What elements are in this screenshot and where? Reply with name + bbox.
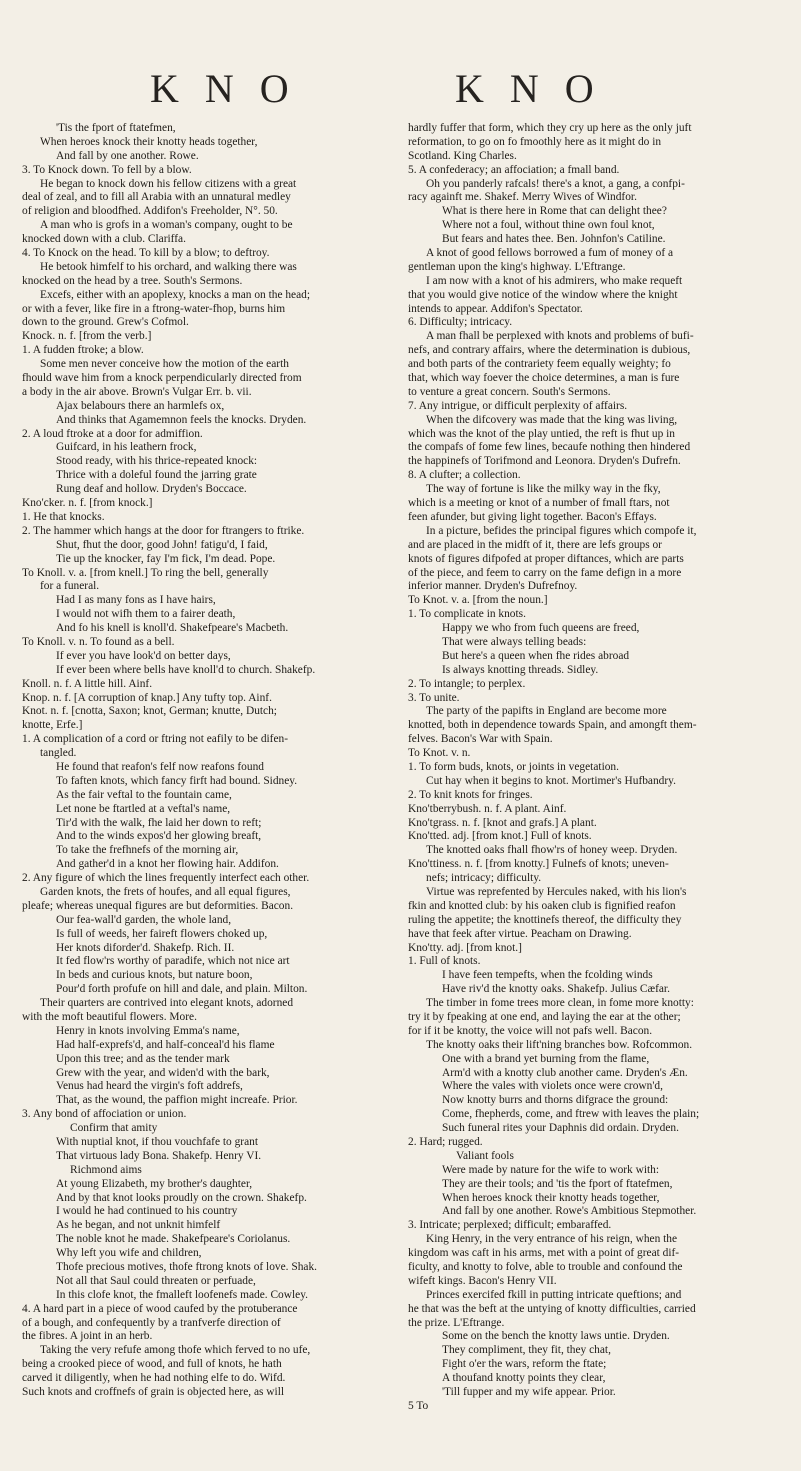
text-line: The knotty oaks their lift'ning branches bow. Rofcommon. (426, 1038, 693, 1051)
text-line: And gather'd in a knot her flowing hair. Addifon. (56, 858, 279, 871)
text-line: or with a fever, like fire in a ftrong-water-fhop, burns him (22, 302, 286, 315)
text-line: When heroes knock their knotty heads together, (442, 1191, 660, 1204)
text-line: Kno'ttiness. n. f. [from knotty.] Fulnefs of knots; uneven- (408, 858, 669, 871)
text-line: the compafs of fome few lines, becaufe nothing then hindered (408, 441, 691, 454)
text-line: Let none be ftartled at a veftal's name, (56, 802, 231, 815)
text-line: A thoufand knotty points they clear, (442, 1372, 606, 1385)
text-line: If ever you have look'd on better days, (56, 649, 231, 662)
text-line: Knop. n. f. [A corruption of knap.] Any tufty top. Ainf. (22, 691, 272, 704)
text-line: And fo his knell is knoll'd. Shakefpeare's Macbeth. (56, 622, 289, 635)
text-line: tangled. (40, 747, 77, 760)
text-line: fhould wave him from a knock perpendicularly directed from (22, 372, 302, 385)
text-line: Some men never conceive how the motion of the earth (40, 358, 289, 371)
text-line: Taking the very refufe among thofe which ferved to no ufe, (40, 1344, 311, 1357)
text-line: They are their tools; and 'tis the fport of ftatefmen, (442, 1177, 673, 1190)
text-line: The knotted oaks fhall fhow'rs of honey weep. Dryden. (426, 844, 678, 857)
text-line: A man who is grofs in a woman's company, ought to be (40, 219, 293, 232)
text-line: racy againft me. Shakef. Merry Wives of Windfor. (408, 191, 637, 204)
text-line: Ajax belabours there an harmlefs ox, (56, 399, 225, 412)
text-line: To Knot. v. a. [from the noun.] (408, 594, 548, 607)
text-line: And thinks that Agamemnon feels the knocks. Dryden. (56, 413, 307, 426)
text-line: Such knots and croffnefs of grain is objected here, as will (22, 1386, 285, 1399)
text-line: Now knotty burrs and thorns difgrace the ground: (442, 1094, 669, 1107)
text-line: Had half-exprefs'd, and half-conceal'd his flame (56, 1038, 275, 1051)
text-line: 1. He that knocks. (22, 510, 105, 523)
text-line: Kno'tgrass. n. f. [knot and grafs.] A plant. (408, 816, 597, 829)
text-line: for if it be knotty, the voice will not pafs well. Bacon. (408, 1024, 653, 1037)
text-line: Tir'd with the walk, fhe laid her down to reft; (56, 816, 262, 829)
text-line: 3. To unite. (408, 691, 460, 704)
text-line: Where the vales with violets once were crown'd, (442, 1080, 663, 1093)
text-line: Have riv'd the knotty oaks. Shakefp. Julius Cæfar. (442, 983, 670, 996)
text-line: He betook himfelf to his orchard, and walking there was (40, 260, 297, 273)
text-line: Her knots diforder'd. Shakefp. Rich. II. (56, 941, 235, 954)
text-line: 2. Any figure of which the lines frequently interfect each other. (22, 872, 310, 885)
text-line: Arm'd with a knotty club another came. Dryden's Æn. (442, 1066, 688, 1079)
text-line: I am now with a knot of his admirers, who make requeft (426, 274, 683, 287)
text-line: of the piece, and feem to carry on the fame defign in a more (408, 566, 682, 579)
text-line: Rung deaf and hollow. Dryden's Boccace. (56, 483, 247, 496)
text-line: 1. To form buds, knots, or joints in vegetation. (408, 760, 619, 773)
text-line: Shut, fhut the door, good John! fatigu'd, I faid, (56, 538, 268, 551)
text-line: They compliment, they fit, they chat, (442, 1344, 611, 1357)
text-line: One with a brand yet burning from the flame, (442, 1052, 650, 1065)
text-line: 5 To (408, 1399, 429, 1412)
text-line: he that was the beft at the untying of knotty difficulties, carried (408, 1302, 696, 1315)
text-line: nefs; intricacy; difficulty. (426, 872, 542, 885)
text-line: felves. Bacon's War with Spain. (408, 733, 553, 746)
text-line: Upon this tree; and as the tender mark (56, 1052, 230, 1065)
text-line: Their quarters are contrived into elegant knots, adorned (40, 997, 294, 1010)
text-line: ficulty, and knotty to folve, able to trouble and confound the (408, 1261, 683, 1274)
text-line: Confirm that amity (70, 1122, 158, 1135)
text-line: 3. Any bond of affociation or union. (22, 1108, 187, 1121)
text-line: which was the knot of the play untied, the reft is fhut up in (408, 427, 675, 440)
text-line: try it by fpeaking at one end, and laying the ear at the other; (408, 1011, 681, 1023)
text-line: 5. A confederacy; an affociation; a fmall band. (408, 163, 620, 176)
text-line: Is always knotting threads. Sidley. (442, 663, 599, 676)
text-line: inferior manner. Dryden's Dufrefnoy. (408, 580, 578, 593)
text-line: 1. A complication of a cord or ftring not eafily to be difen- (22, 733, 289, 746)
text-line: Some on the bench the knotty laws untie. Dryden. (442, 1330, 670, 1343)
text-line: Grew with the year, and widen'd with the bark, (56, 1066, 270, 1079)
text-line: To Knot. v. n. (408, 747, 471, 760)
text-line: 2. To intangle; to perplex. (408, 677, 526, 690)
text-line: gentleman upon the king's highway. L'Eftrange. (408, 260, 626, 273)
text-line: 2. Hard; rugged. (408, 1136, 483, 1149)
text-line: Richmond aims (70, 1163, 142, 1176)
running-header-right: K N O (455, 66, 602, 111)
text-line: At young Elizabeth, my brother's daughter, (56, 1177, 253, 1190)
text-line: being a crooked piece of wood, and full of knots, he hath (22, 1358, 282, 1371)
text-line: Is full of weeds, her faireft flowers choked up, (56, 927, 268, 940)
text-line: And fall by one another. Rowe. (56, 149, 199, 162)
text-line: 7. Any intrigue, or difficult perplexity of affairs. (408, 399, 628, 412)
text-line: To Knoll. v. a. [from knell.] To ring the bell, generally (22, 566, 269, 579)
text-line: Why left you wife and children, (56, 1247, 202, 1260)
text-line: The timber in fome trees more clean, in fome more knotty: (426, 997, 694, 1010)
text-line: Thofe precious motives, thofe ftrong knots of love. Shak. (56, 1261, 317, 1274)
left-column (22, 122, 392, 1452)
text-line: 2. A loud ftroke at a door for admiffion. (22, 427, 203, 440)
text-line: It fed flow'rs worthy of paradife, which not nice art (56, 955, 290, 968)
text-line: Where not a foul, without thine own foul knot, (442, 219, 655, 232)
text-line: of religion and bloodfhed. Addifon's Freeholder, N°. 50. (22, 205, 278, 218)
text-line: The noble knot he made. Shakefpeare's Coriolanus. (56, 1233, 291, 1246)
text-line: 1. A fudden ftroke; a blow. (22, 344, 144, 357)
text-line: which is a meeting or knot of a number of fmall ftars, not (408, 497, 670, 510)
text-line: When the difcovery was made that the king was living, (426, 413, 678, 426)
text-line: of a bough, and confequently by a tranfverfe direction of (22, 1316, 281, 1329)
text-line: knocked on the head by a tree. South's Sermons. (22, 274, 243, 287)
right-column (408, 122, 780, 1452)
text-line: 3. To Knock down. To fell by a blow. (22, 163, 192, 176)
text-line: and both parts of the contrariety feem equally weighty; fo (408, 358, 671, 371)
text-line: feen afunder, but giving light together. Bacon's Effays. (408, 510, 657, 523)
text-line: 4. A hard part in a piece of wood caufed by the protuberance (22, 1302, 298, 1315)
text-line: With nuptial knot, if thou vouchfafe to grant (56, 1136, 258, 1149)
text-line: Pour'd forth profufe on hill and dale, and plain. Milton. (56, 983, 308, 996)
text-line: I would he had continued to his country (56, 1205, 238, 1218)
text-line: Kno'tty. adj. [from knot.] (408, 941, 522, 954)
text-line: knotted, both in dependence towards Spain, and amongft them- (408, 719, 697, 732)
text-line: 2. The hammer which hangs at the door for ftrangers to ftrike. (22, 524, 305, 537)
text-line: That, as the wound, the paffion might increafe. Prior. (56, 1094, 298, 1107)
text-line: When heroes knock their knotty heads together, (40, 135, 258, 148)
text-line: wifeft kings. Bacon's Henry VII. (408, 1274, 557, 1287)
text-line: The party of the papifts in England are become more (426, 705, 667, 718)
text-line: The way of fortune is like the milky way in the fky, (426, 483, 661, 496)
text-line: To faften knots, which fancy firft had bound. Sidney. (56, 774, 298, 787)
text-line: And by that knot looks proudly on the crown. Shakefp. (56, 1191, 307, 1204)
text-line: To Knoll. v. n. To found as a bell. (22, 635, 175, 648)
text-line: fkin and knotted club: by his oaken club is fignified reafon (408, 899, 676, 912)
text-line: Cut hay when it begins to knot. Mortimer's Hufbandry. (426, 774, 676, 787)
text-line: 8. A clufter; a collection. (408, 469, 521, 482)
text-line: deal of zeal, and to fill all Arabia with an unnatural medley (22, 191, 291, 204)
text-line: kingdom was caft in his arms, met with a point of great dif- (408, 1247, 680, 1260)
text-line: nefs, and contrary affairs, where the determination is dubious, (408, 344, 691, 357)
text-line: Happy we who from fuch queens are freed, (442, 622, 640, 635)
text-line: hardly fuffer that form, which they cry up here as the only juft (408, 122, 692, 134)
text-line: reformation, to go on fo fmoothly here as it might do in (408, 135, 662, 148)
text-line: Our fea-wall'd garden, the whole land, (56, 913, 232, 926)
text-line: Kno'tted. adj. [from knot.] Full of knots. (408, 830, 592, 843)
text-line: knotte, Erfe.] (22, 719, 83, 732)
text-line: knocked down with a club. Clariffa. (22, 233, 186, 246)
text-line: Had I as many fons as I have hairs, (56, 594, 216, 607)
text-line: Kno'cker. n. f. [from knock.] (22, 497, 153, 510)
text-line: Garden knots, the frets of houfes, and all equal figures, (40, 885, 291, 898)
text-line: Tie up the knocker, fay I'm fick, I'm dead. Pope. (56, 552, 276, 565)
text-line: ruling the appetite; the knottinefs thereof, the difficulty they (408, 913, 682, 926)
text-line: What is there here in Rome that can delight thee? (442, 205, 667, 218)
text-line: But fears and hates thee. Ben. Johnfon's Catiline. (442, 233, 666, 246)
text-line: Knot. n. f. [cnotta, Saxon; knot, German; knutte, Dutch; (22, 705, 277, 718)
text-line: And fall by one another. Rowe's Ambitious Stepmother. (442, 1205, 697, 1218)
text-line: A man fhall be perplexed with knots and problems of bufi- (426, 330, 694, 343)
text-line: As the fair veftal to the fountain came, (56, 788, 232, 801)
text-line: Were made by nature for the wife to work with: (442, 1163, 660, 1176)
text-line: the prize. L'Eftrange. (408, 1316, 505, 1329)
text-line: Virtue was reprefented by Hercules naked, with his lion's (426, 885, 687, 898)
text-line: In beds and curious knots, but nature boon, (56, 969, 253, 982)
text-line: Knock. n. f. [from the verb.] (22, 330, 152, 343)
text-line: have that feek after virtue. Peacham on Drawing. (408, 927, 632, 940)
text-line: King Henry, in the very entrance of his reign, when the (426, 1233, 678, 1246)
text-line: Kno'tberrybush. n. f. A plant. Ainf. (408, 802, 567, 815)
text-line: Not all that Saul could threaten or perfuade, (56, 1274, 256, 1287)
text-line: Valiant fools (456, 1149, 514, 1162)
text-line: and are placed in the midft of it, there are lefs groups or (408, 538, 662, 551)
text-line: 2. To knit knots for fringes. (408, 788, 533, 801)
text-line: with the moft beautiful flowers. More. (22, 1011, 197, 1023)
text-line: Come, fhepherds, come, and ftrew with leaves the plain; (442, 1108, 700, 1121)
text-line: intends to appear. Addifon's Spectator. (408, 302, 583, 315)
text-line: Venus had heard the virgin's foft addrefs, (56, 1080, 243, 1093)
text-line: Henry in knots involving Emma's name, (56, 1024, 240, 1037)
text-line: 'Till fupper and my wife appear. Prior. (442, 1386, 616, 1399)
text-line: Knoll. n. f. A little hill. Ainf. (22, 677, 153, 690)
text-line: the fibres. A joint in an herb. (22, 1330, 153, 1343)
text-line: the happinefs of Torifmond and Leonora. Dryden's Dufrefn. (408, 455, 681, 468)
text-line: carved it diligently, when he had nothing elfe to do. Wifd. (22, 1372, 286, 1385)
text-line: 1. To complicate in knots. (408, 608, 526, 621)
text-line: In a picture, befides the principal figures which compofe it, (426, 524, 697, 537)
text-line: 6. Difficulty; intricacy. (408, 316, 513, 329)
text-line: I would not wifh them to a fairer death, (56, 608, 236, 621)
text-line: Scotland. King Charles. (408, 149, 517, 162)
text-line: If ever been where bells have knoll'd to church. Shakefp. (56, 663, 316, 676)
text-line: He began to knock down his fellow citizens with a great (40, 177, 297, 190)
text-line: Thrice with a doleful found the jarring grate (56, 469, 257, 482)
text-line: knots of figures difpofed at proper diftances, which are parts (408, 552, 684, 565)
text-line: And to the winds expos'd her glowing breaft, (56, 830, 262, 843)
text-line: 4. To Knock on the head. To kill by a blow; to deftroy. (22, 247, 270, 260)
text-line: down to the ground. Grew's Cofmol. (22, 316, 189, 329)
text-line: a body in the air above. Brown's Vulgar Err. b. vii. (22, 385, 252, 398)
text-line: Princes exercifed fkill in putting intricate queftions; and (426, 1288, 682, 1301)
text-line: As he began, and not unknit himfelf (56, 1219, 221, 1232)
text-line: that you would give notice of the window where the knight (408, 288, 678, 301)
text-line: A knot of good fellows borrowed a fum of money of a (426, 247, 674, 260)
text-line: Excefs, either with an apoplexy, knocks a man on the head; (40, 288, 311, 301)
text-line: to venture a great concern. South's Sermons. (408, 385, 611, 398)
text-line: that, which way foever the choice determines, a man is fure (408, 372, 680, 385)
text-line: That virtuous lady Bona. Shakefp. Henry VI. (56, 1149, 262, 1162)
text-line: I have feen tempefts, when the fcolding winds (442, 969, 653, 982)
text-line: pleafe; whereas unequal figures are but deformities. Bacon. (22, 899, 294, 912)
text-line: Fight o'er the wars, reform the ftate; (442, 1358, 607, 1371)
text-line: 3. Intricate; perplexed; difficult; embaraffed. (408, 1219, 612, 1232)
text-line: 1. Full of knots. (408, 955, 481, 968)
text-line: 'Tis the fport of ftatefmen, (56, 122, 176, 134)
text-line: Stood ready, with his thrice-repeated knock: (56, 455, 258, 468)
text-line: That were always telling beads: (442, 635, 587, 648)
text-line: In this clofe knot, the fmalleft loofenefs made. Cowley. (56, 1288, 308, 1301)
text-line: He found that reafon's felf now reafons found (56, 760, 264, 773)
running-header-left: K N O (150, 66, 297, 111)
text-line: Such funeral rites your Daphnis did ordain. Dryden. (442, 1122, 679, 1135)
text-line: Oh you panderly rafcals! there's a knot, a gang, a confpi- (426, 177, 685, 190)
text-line: But here's a queen when fhe rides abroad (442, 649, 630, 662)
text-line: To take the frefhnefs of the morning air, (56, 844, 239, 857)
text-line: Guifcard, in his leathern frock, (56, 441, 197, 454)
text-line: for a funeral. (40, 580, 100, 593)
